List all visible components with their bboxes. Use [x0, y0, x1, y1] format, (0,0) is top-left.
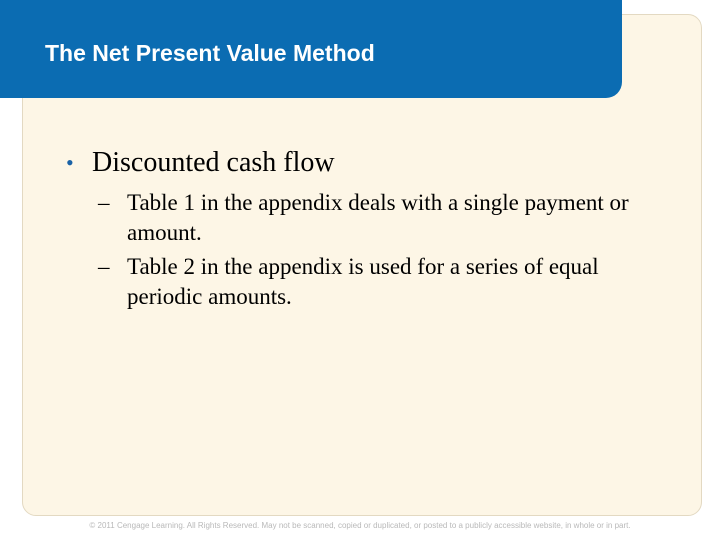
bullet-marker-icon: •: [66, 150, 74, 175]
sub-bullet-list: [98, 188, 666, 312]
dash-marker-icon: –: [98, 190, 110, 215]
bullet-item: [66, 146, 666, 180]
copyright-footer: © 2011 Cengage Learning. All Rights Reserved. May not be scanned, copied or duplicated, or posted to a publicly accessible website, in whole or in part.: [89, 521, 631, 530]
dash-marker-icon: –: [98, 254, 110, 279]
sub-bullet-text: Table 2 in the appendix is used for a series of equal periodic amounts.: [127, 254, 599, 309]
sub-bullet-item: [98, 188, 666, 248]
bullet-text: Discounted cash flow: [92, 147, 335, 178]
title-bar: [0, 0, 622, 98]
bullet-list: [66, 146, 666, 316]
sub-bullet-text: Table 1 in the appendix deals with a single payment or amount.: [127, 190, 629, 245]
sub-bullet-item: [98, 252, 666, 312]
slide-title: The Net Present Value Method: [45, 40, 375, 66]
